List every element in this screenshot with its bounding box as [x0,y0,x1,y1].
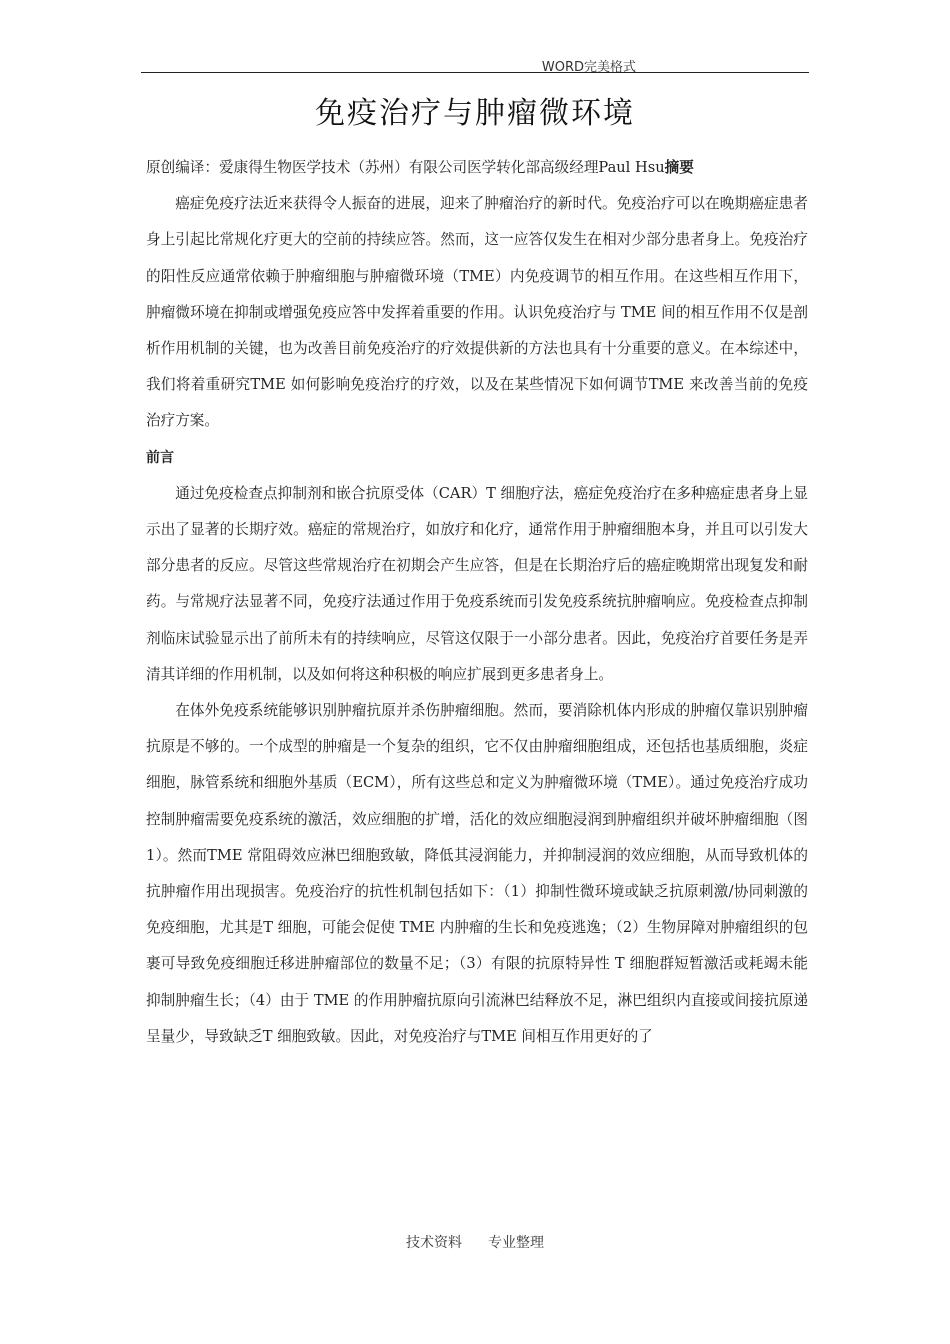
header-divider [141,72,809,73]
document-title: 免疫治疗与肿瘤微环境 [315,96,635,131]
byline-text: 原创编译：爱康得生物医学技术（苏州）有限公司医学转化部高级经理Paul Hsu [146,159,665,176]
page-footer [0,1232,950,1252]
abstract-paragraph: 癌症免疫疗法近来获得令人振奋的进展，迎来了肿瘤治疗的新时代。免疫治疗可以在晚期癌症患者身上引起比常规化疗更大的空前的持续应答。然而，这一应答仅发生在相对少部分患者身上。免疫治疗的阳性反应通常依赖于肿瘤细胞与肿瘤微环境（TME）内免疫调节的相互作用。在这些相互作用下，肿瘤微环境在抑制或增强免疫应答中发挥着重要的作用。认识免疫治疗与 TME 间的相互作用不仅是剖析作用机制的关键，也为改善目前免疫治疗的疗效提供新的方法也具有十分重要的意义。在本综述中，我们将着重研究TME 如何影响免疫治疗的疗效，以及在某些情况下如何调节TME 来改善当前的免疫治疗方案。 [146,195,808,430]
footer-left-text: 技术资料 [406,1235,462,1251]
body-paragraph-2: 在体外免疫系统能够识别肿瘤抗原并杀伤肿瘤细胞。然而，要消除机体内形成的肿瘤仅靠识别肿瘤抗原是不够的。一个成型的肿瘤是一个复杂的组织，它不仅由肿瘤细胞组成，还包括也基质细胞，炎症细胞，脉管系统和细胞外基质（ECM），所有这些总和定义为肿瘤微环境（TME）。通过免疫治疗成功控制肿瘤需要免疫系统的激活，效应细胞的扩增，活化的效应细胞浸润到肿瘤组织并破坏肿瘤细胞（图1）。然而TME 常阻碍效应淋巴细胞致敏，降低其浸润能力，并抑制浸润的效应细胞，从而导致机体的抗肿瘤作用出现损害。免疫治疗的抗性机制包括如下：（1）抑制性微环境或缺乏抗原刺激/协同刺激的免疫细胞，尤其是T 细胞，可能会促使 TME 内肿瘤的生长和免疫逃逸；（2）生物屏障对肿瘤组织的包裹可导致免疫细胞迁移进肿瘤部位的数量不足；（3）有限的抗原特异性 T 细胞群短暂激活或耗竭未能抑制肿瘤生长；（4）由于 TME 的作用肿瘤抗原向引流淋巴结释放不足，淋巴组织内直接或间接抗原递呈量少，导致缺乏T 细胞致敏。因此，对免疫治疗与TME 间相互作用更好的了 [146,702,808,1045]
page-header-text: WORD完美格式 [541,60,636,75]
document-body [146,150,808,1055]
byline [146,150,808,186]
body-paragraph-1: 通过免疫检查点抑制剂和嵌合抗原受体（CAR）T 细胞疗法，癌症免疫治疗在多种癌症患者身上显示出了显著的长期疗效。癌症的常规治疗，如放疗和化疗，通常作用于肿瘤细胞本身，并且可以引发大部分患者的反应。尽管这些常规治疗在初期会产生应答，但是在长期治疗后的癌症晚期常出现复发和耐药。与常规疗法显著不同，免疫疗法通过作用于免疫系统而引发免疫系统抗肿瘤响应。免疫检查点抑制剂临床试验显示出了前所未有的持续响应，尽管这仅限于一小部分患者。因此，免疫治疗首要任务是弄清其详细的作用机制，以及如何将这种积极的响应扩展到更多患者身上。 [146,484,808,683]
abstract-label: 摘要 [664,159,694,176]
section-heading-preface: 前言 [146,449,174,466]
footer-right-text: 专业整理 [488,1235,544,1251]
